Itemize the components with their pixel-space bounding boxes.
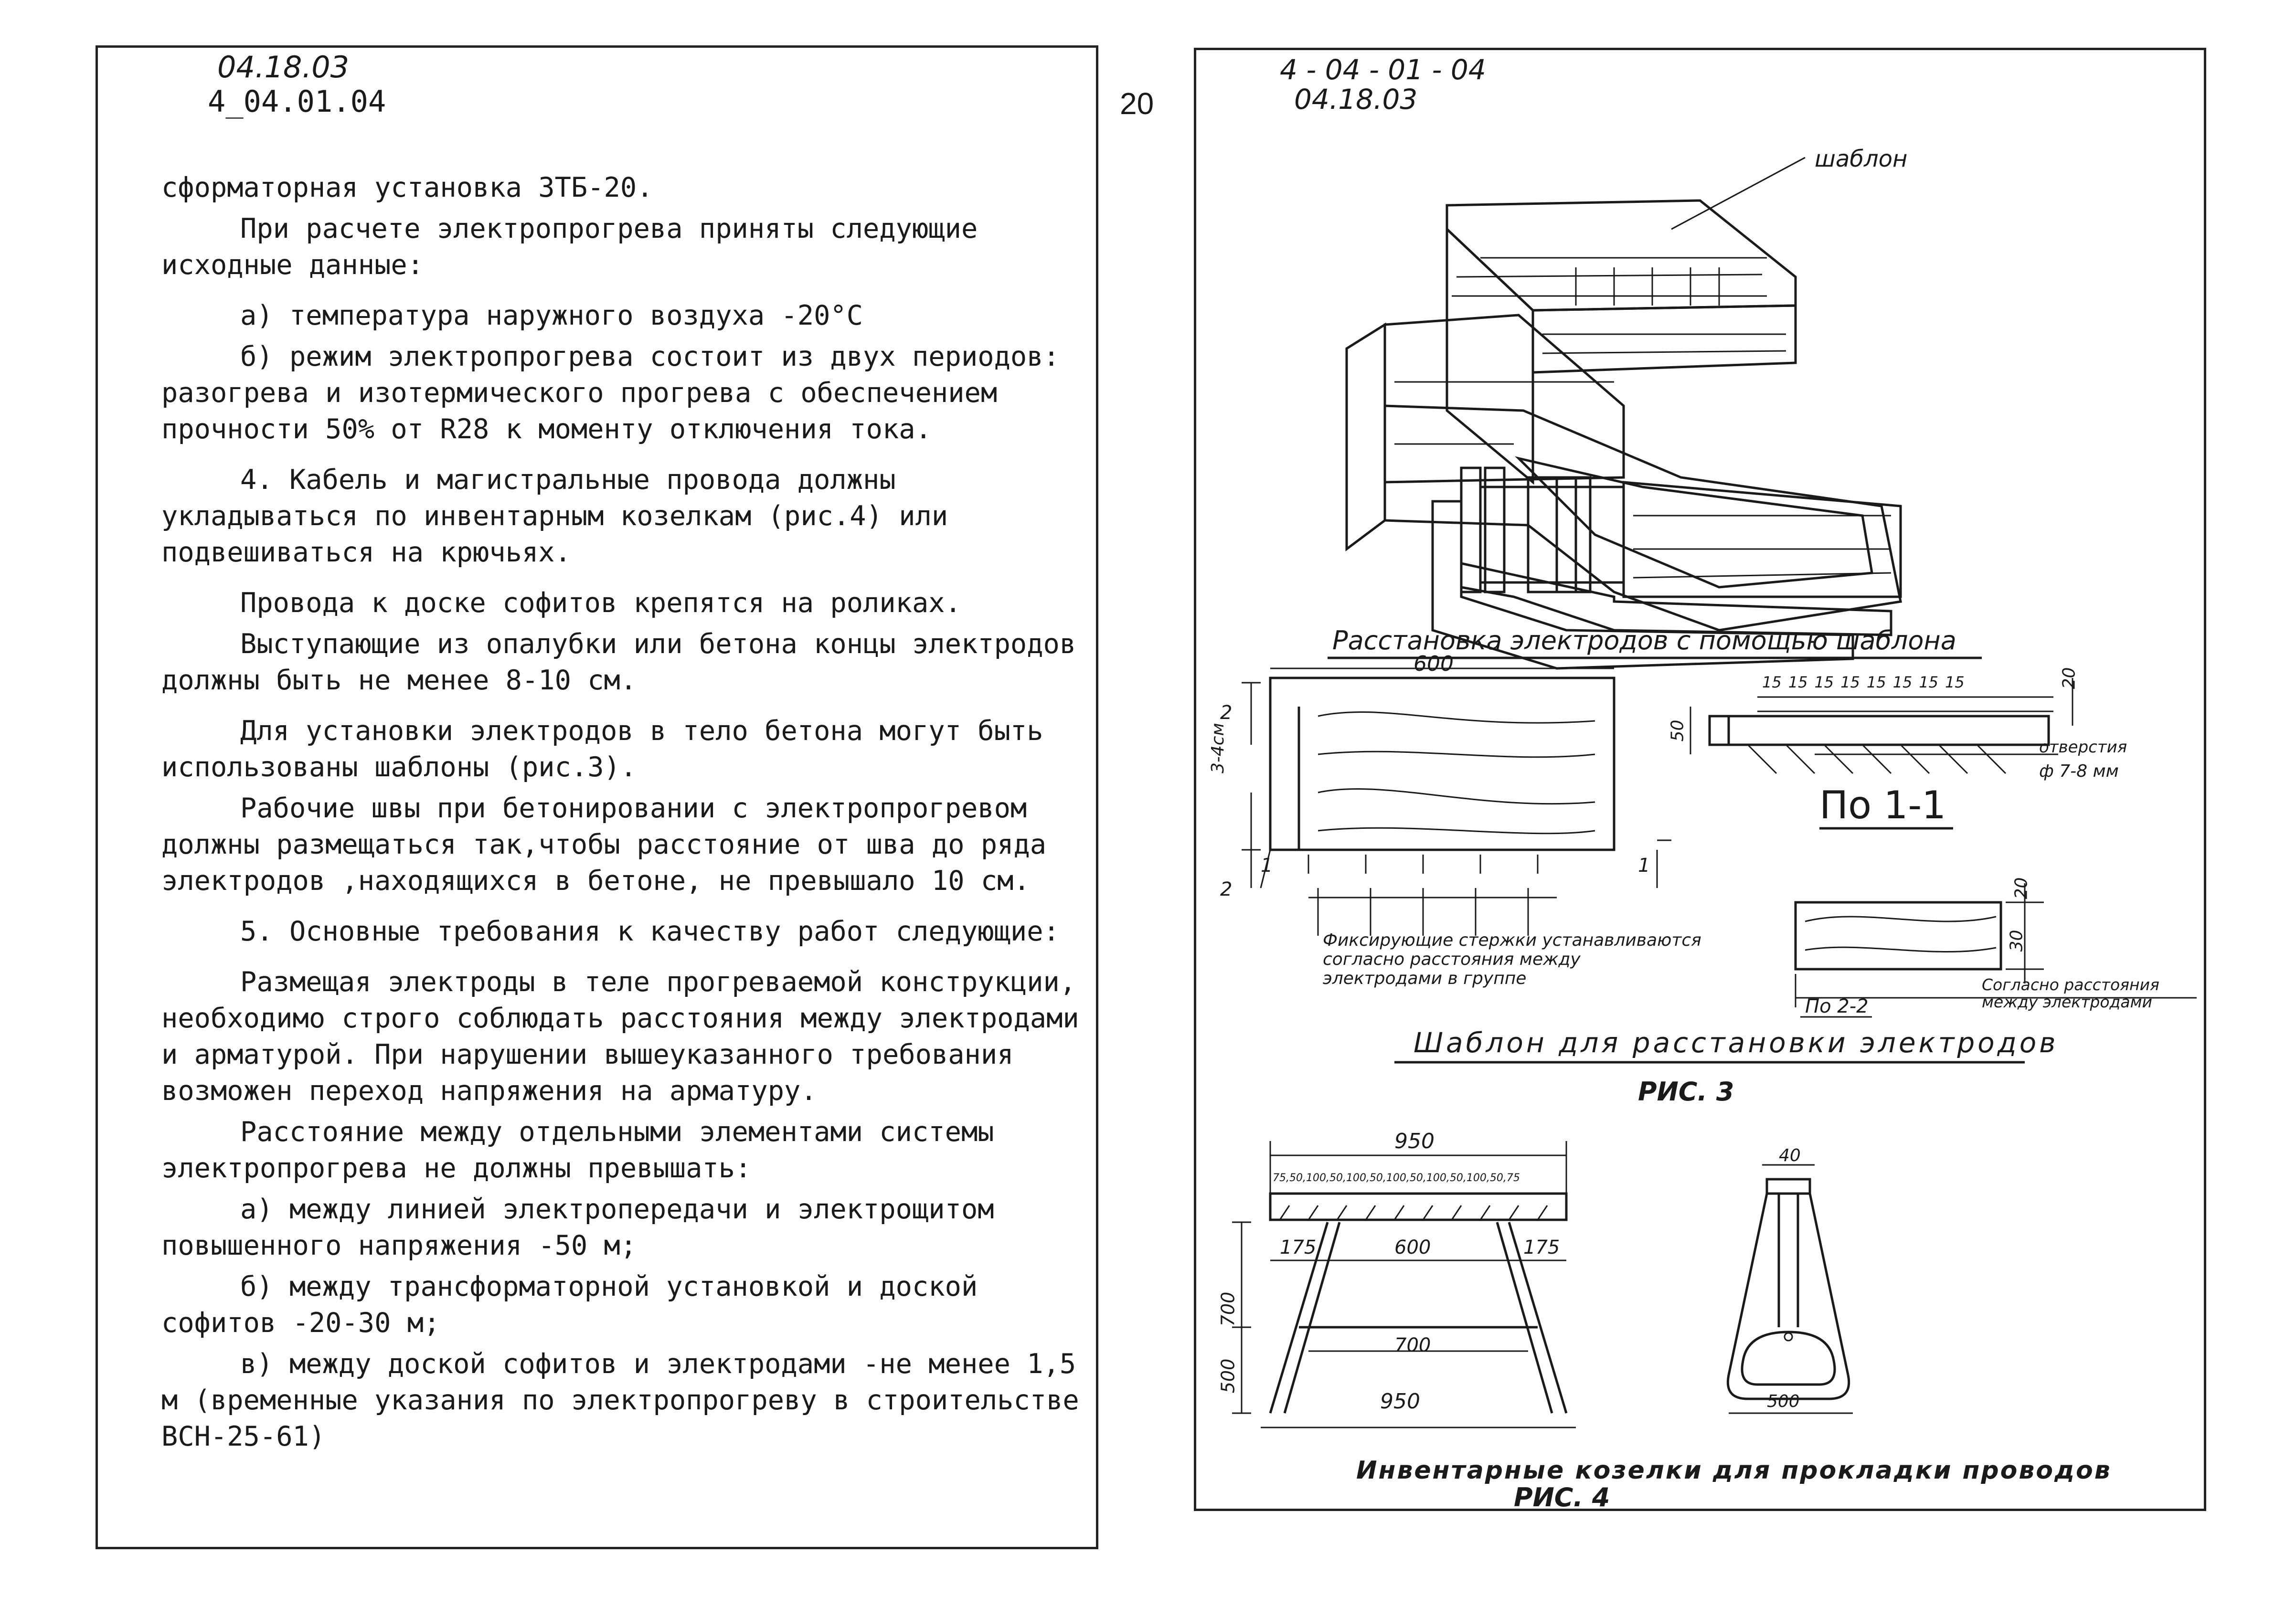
- paragraph: в) между доской софитов и электродами -не менее 1,5 м (временные указания по электропрогреву в строительстве ВСН-25-61): [161, 1348, 1096, 1452]
- paragraph: 5. Основные требования к качеству работ следующие:: [240, 916, 1060, 947]
- dim-3-4cm: 3-4см: [1208, 723, 1228, 773]
- hole-diameter: ф 7-8 мм: [2039, 761, 2119, 781]
- trestle-side-view: [1728, 1165, 1853, 1413]
- template-label: шаблон: [1815, 146, 1908, 172]
- dims-15-row: [1762, 673, 1965, 691]
- fig4-title: Инвентарные козелки для прокладки проводов: [1356, 1456, 2112, 1485]
- document-code-line1: 4 - 04 - 01 - 04: [1280, 53, 1486, 86]
- paragraph: а) между линией электропередачи и электрощитом повышенного напряжения -50 м;: [161, 1194, 1010, 1261]
- dim-175-left: 175: [1280, 1237, 1317, 1258]
- fig3-subtitle: Расстановка электродов с помощью шаблона: [1332, 625, 1956, 655]
- section-1-1-label: По 1-1: [1819, 783, 1946, 827]
- paragraph: Расстояние между отдельными элементами системы электропрогрева не должны превышать:: [161, 1116, 1010, 1184]
- dim-600: 600: [1414, 652, 1454, 676]
- dim-30: 30: [2007, 930, 2027, 952]
- dim-2-bottom: 2: [1220, 878, 1233, 900]
- dim-40: 40: [1779, 1146, 1801, 1165]
- trestle-front-view: [1232, 1141, 1576, 1427]
- section-2-2-label: По 2-2: [1805, 995, 1869, 1017]
- paragraph: При расчете электропрогрева приняты следующие исходные данные:: [161, 213, 994, 281]
- section-mark-1-left: 1: [1261, 855, 1273, 877]
- fig4-caption: РИС. 4: [1514, 1482, 1610, 1512]
- dim-175-right: 175: [1523, 1237, 1560, 1258]
- dim-2-top: 2: [1220, 702, 1233, 724]
- hole-label: отверстия: [2039, 738, 2127, 757]
- dim-700-height: 700: [1217, 1291, 1239, 1327]
- paragraph: 4. Кабель и магистральные провода должны укладываться по инвентарным козелкам (рис.4) или подвешиваться на крючьях.: [161, 464, 965, 568]
- dim-15: 15: [1788, 673, 1808, 691]
- dim-50: 50: [1668, 719, 1688, 742]
- document-code-line2: 04.18.03: [1294, 83, 1418, 116]
- dim-950-top: 950: [1394, 1129, 1435, 1153]
- fig3-caption: РИС. 3: [1638, 1077, 1734, 1107]
- fig3-title: Шаблон для расстановки электродов: [1414, 1026, 2059, 1059]
- dim-500-height: 500: [1217, 1358, 1239, 1394]
- dim-20-a: 20: [2059, 667, 2079, 689]
- paragraph: сформаторная установка ЗТБ-20.: [161, 172, 653, 203]
- paragraph: Для установки электродов в тело бетона могут быть использованы шаблоны (рис.3).: [161, 715, 1060, 783]
- paragraph: Рабочие швы при бетонировании с электропрогревом должны размещаться так,чтобы расстояние от шва до ряда электродов ,находящихся в бетоне, не превышало 10 см.: [161, 793, 1063, 897]
- dim-500-width: 500: [1767, 1392, 1800, 1411]
- dim-spacing-row: 75,50,100,50,100,50,100,50,100,50,100,50,75: [1273, 1172, 1520, 1184]
- template-plan-view: [1242, 668, 1671, 936]
- paragraph: Выступающие из опалубки или бетона концы электродов должны быть не менее 8-10 см.: [161, 628, 1093, 696]
- paragraph: Провода к доске софитов крепятся на роликах.: [240, 587, 961, 619]
- dim-15: 15: [1814, 673, 1834, 691]
- paragraph: б) режим электропрогрева состоит из двух периодов: разогрева и изотермического прогрева с обеспечением прочности 50% от R28 к моменту отключения тока.: [161, 341, 1076, 445]
- paragraph: а) температура наружного воздуха -20°С: [240, 300, 863, 331]
- dim-950-bottom: 950: [1380, 1389, 1420, 1414]
- document-code-handwritten: 04.18.03: [217, 50, 350, 85]
- dim-15: 15: [1945, 673, 1965, 691]
- formwork-isometric-drawing: [1347, 158, 1901, 668]
- dim-15: 15: [1919, 673, 1939, 691]
- distance-note: Согласно расстояния между электродами: [1982, 975, 2159, 1011]
- dim-15: 15: [1866, 673, 1886, 691]
- dim-15: 15: [1840, 673, 1860, 691]
- dim-15: 15: [1892, 673, 1913, 691]
- section-mark-1-right: 1: [1638, 855, 1650, 877]
- dim-700-width: 700: [1394, 1334, 1431, 1356]
- dim-15: 15: [1762, 673, 1782, 691]
- page-number: 20: [1120, 86, 1154, 121]
- dim-20-b: 20: [2011, 877, 2031, 899]
- paragraph: б) между трансформаторной установкой и доской софитов -20-30 м;: [161, 1271, 994, 1339]
- fixing-rods-note: Фиксирующие стержки устанавливаются согласно расстояния между электродами в группе: [1323, 930, 1701, 988]
- dim-600-fig4: 600: [1394, 1237, 1431, 1258]
- paragraph: Размещая электроды в теле прогреваемой конструкции, необходимо строго соблюдать расстояния между электродами и арматурой. При нарушении вышеуказанного требования возможен переход напряжения на арматуру.: [161, 966, 1096, 1107]
- document-code-typed: 4_04.01.04: [208, 84, 386, 119]
